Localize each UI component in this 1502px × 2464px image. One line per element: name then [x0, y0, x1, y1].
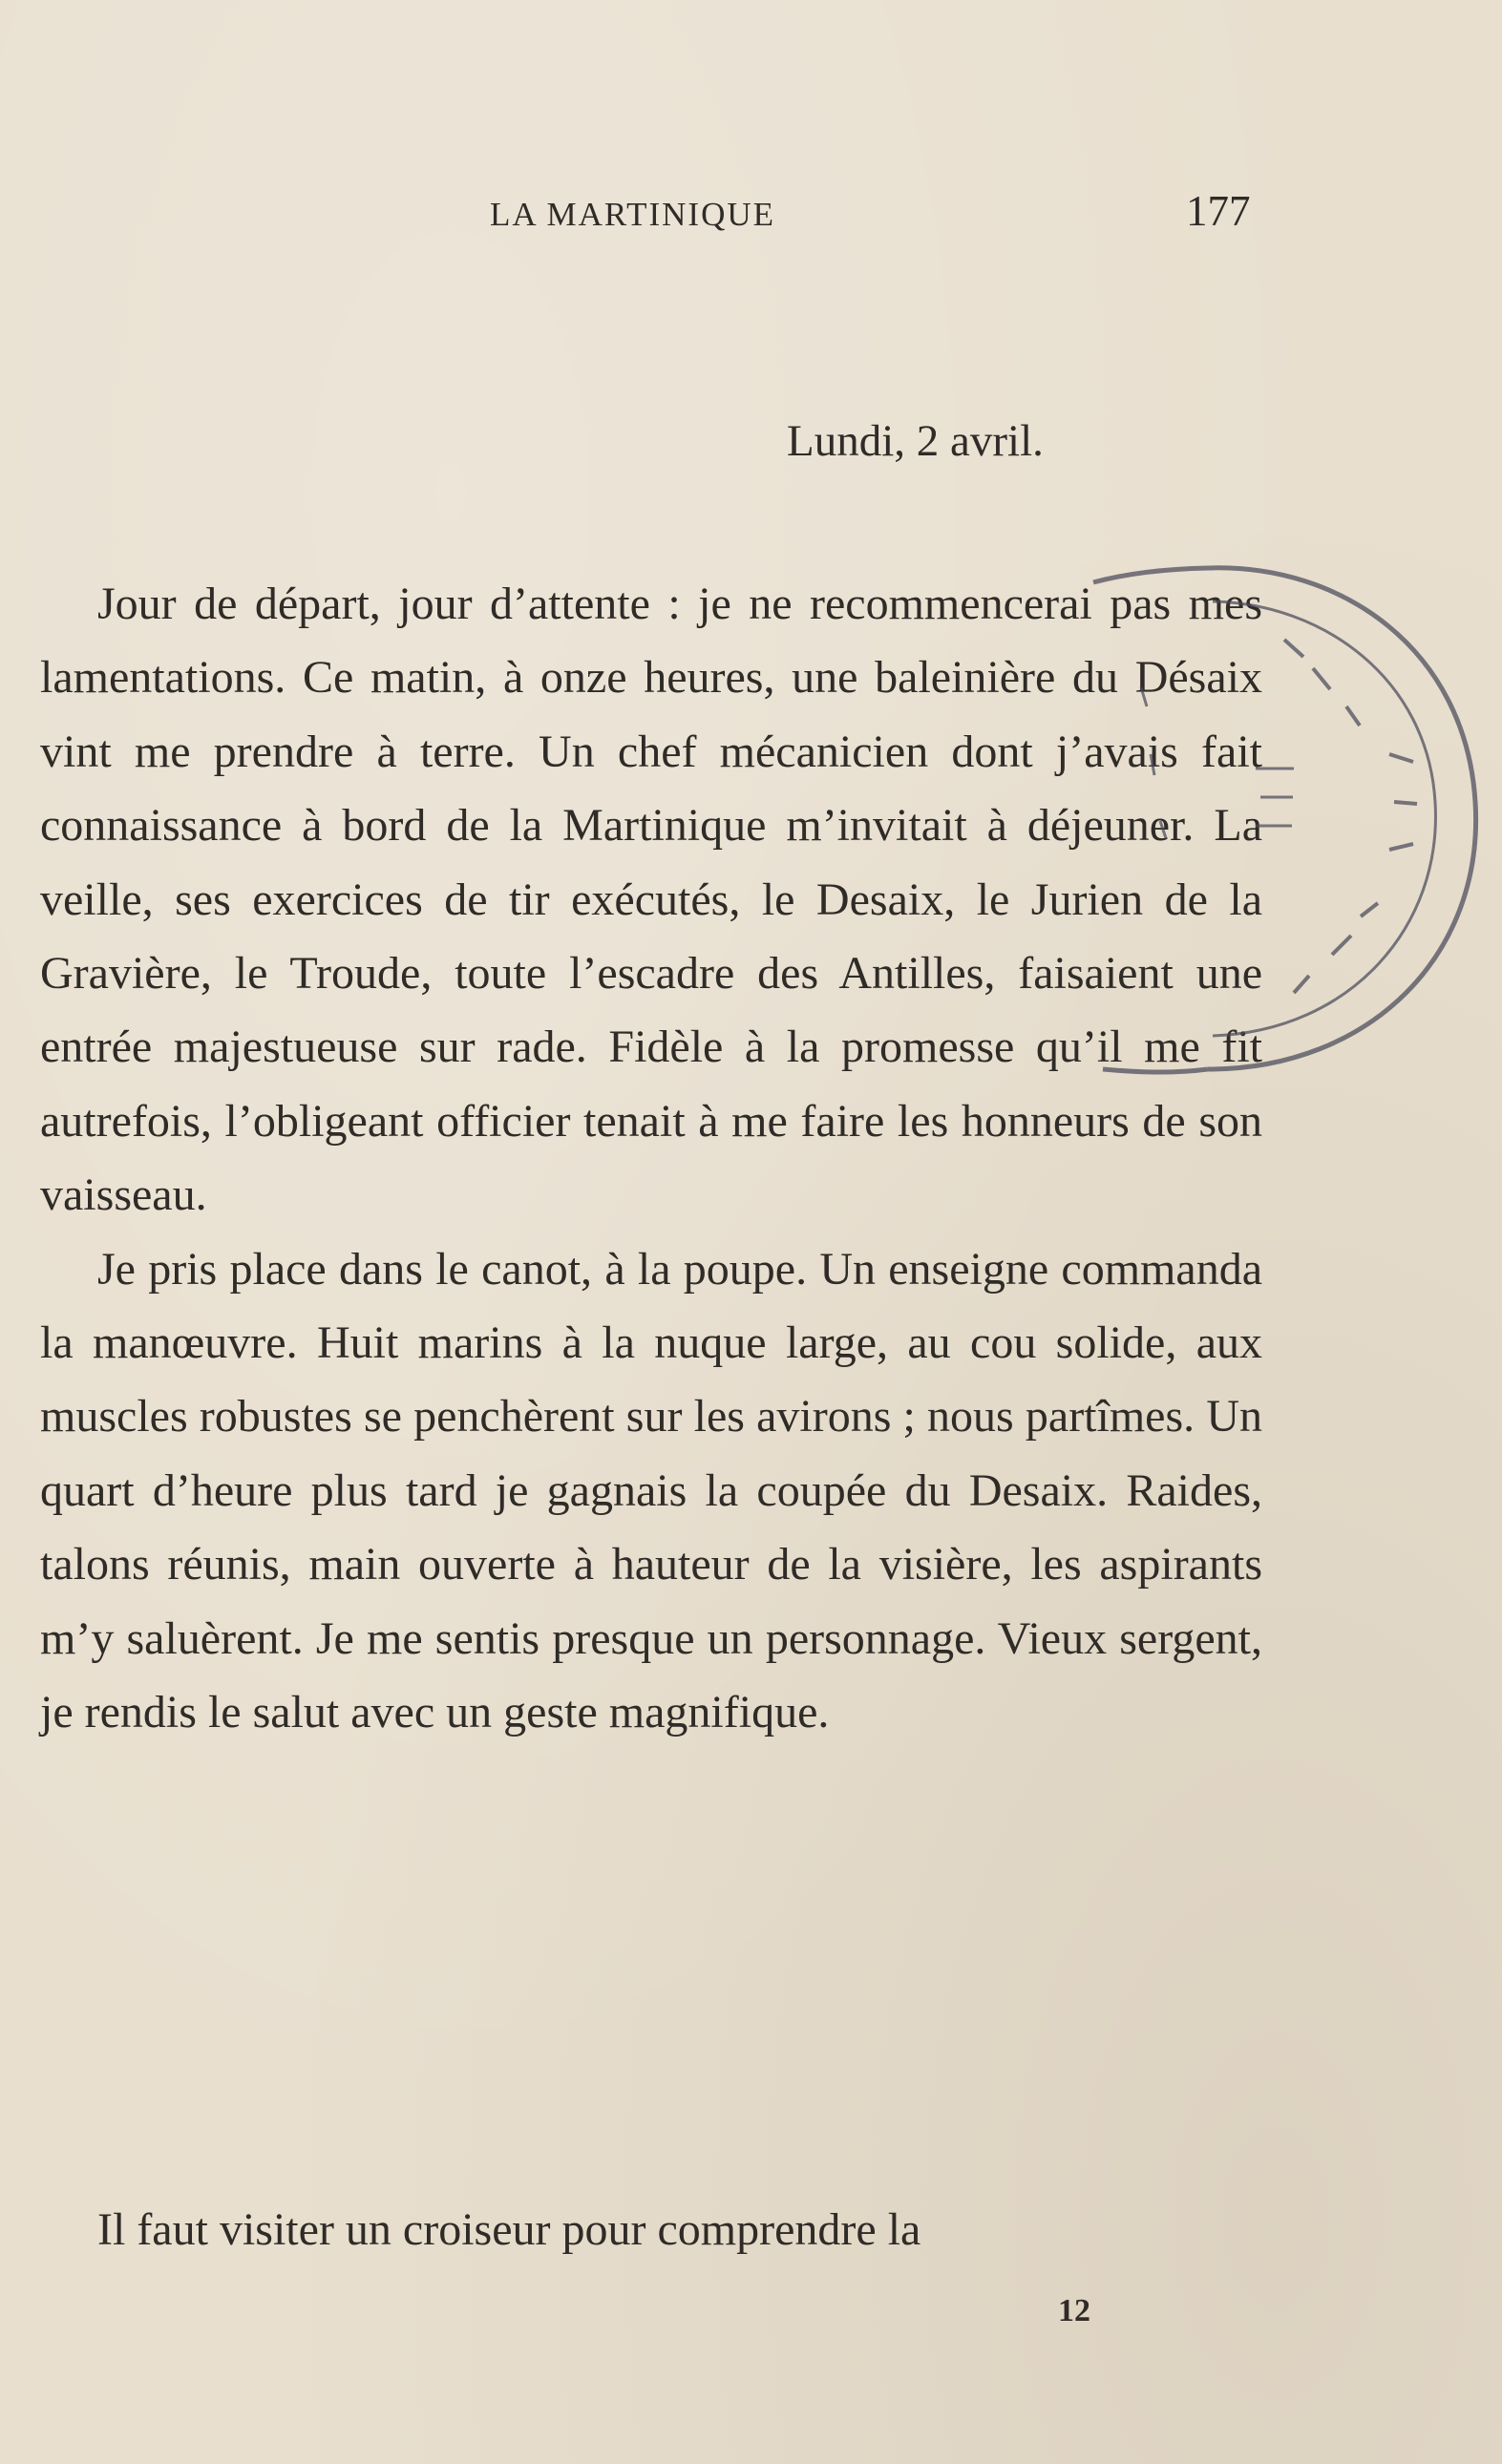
- body-text: [40, 567, 1262, 1750]
- paragraph-1: Jour de départ, jour d’attente : je ne recommencerai pas mes lamentations. Ce matin, à onze heures, une baleinière du Désaix vint me prendre à terre. Un chef mécanicien dont j’avais fait connaissance à bord de la Martinique m’invitait à déjeuner. La veille, ses exercices de tir exécutés, le Desaix, le Jurien de la Gravière, le Troude, toute l’escadre des Antilles, faisaient une entrée majestueuse sur rade. Fidèle à la promesse qu’il me fit autrefois, l’obligeant officier tenait à me faire les honneurs de son vaisseau.: [40, 579, 1262, 1221]
- paragraph-2: Je pris place dans le canot, à la poupe. Un enseigne commanda la manœuvre. Huit marins à la nuque large, au cou solide, aux muscles robustes se penchèrent sur les avirons ; nous partîmes. Un quart d’heure plus tard je gagnais la coupée du Desaix. Raides, talons réunis, main ouverte à hauteur de la visière, les aspirants m’y saluèrent. Je me sentis presque un personnage. Vieux sergent, je rendis le salut avec un geste magnifique.: [40, 1243, 1262, 1738]
- running-title: LA MARTINIQUE: [490, 196, 776, 233]
- dateline: Lundi, 2 avril.: [787, 416, 1044, 466]
- page-number: 177: [1186, 187, 1251, 235]
- body-text-continuation: [40, 2193, 1262, 2266]
- paragraph-3: Il faut visiter un croiseur pour comprendre la: [97, 2204, 921, 2255]
- signature-mark: 12: [1058, 2293, 1090, 2328]
